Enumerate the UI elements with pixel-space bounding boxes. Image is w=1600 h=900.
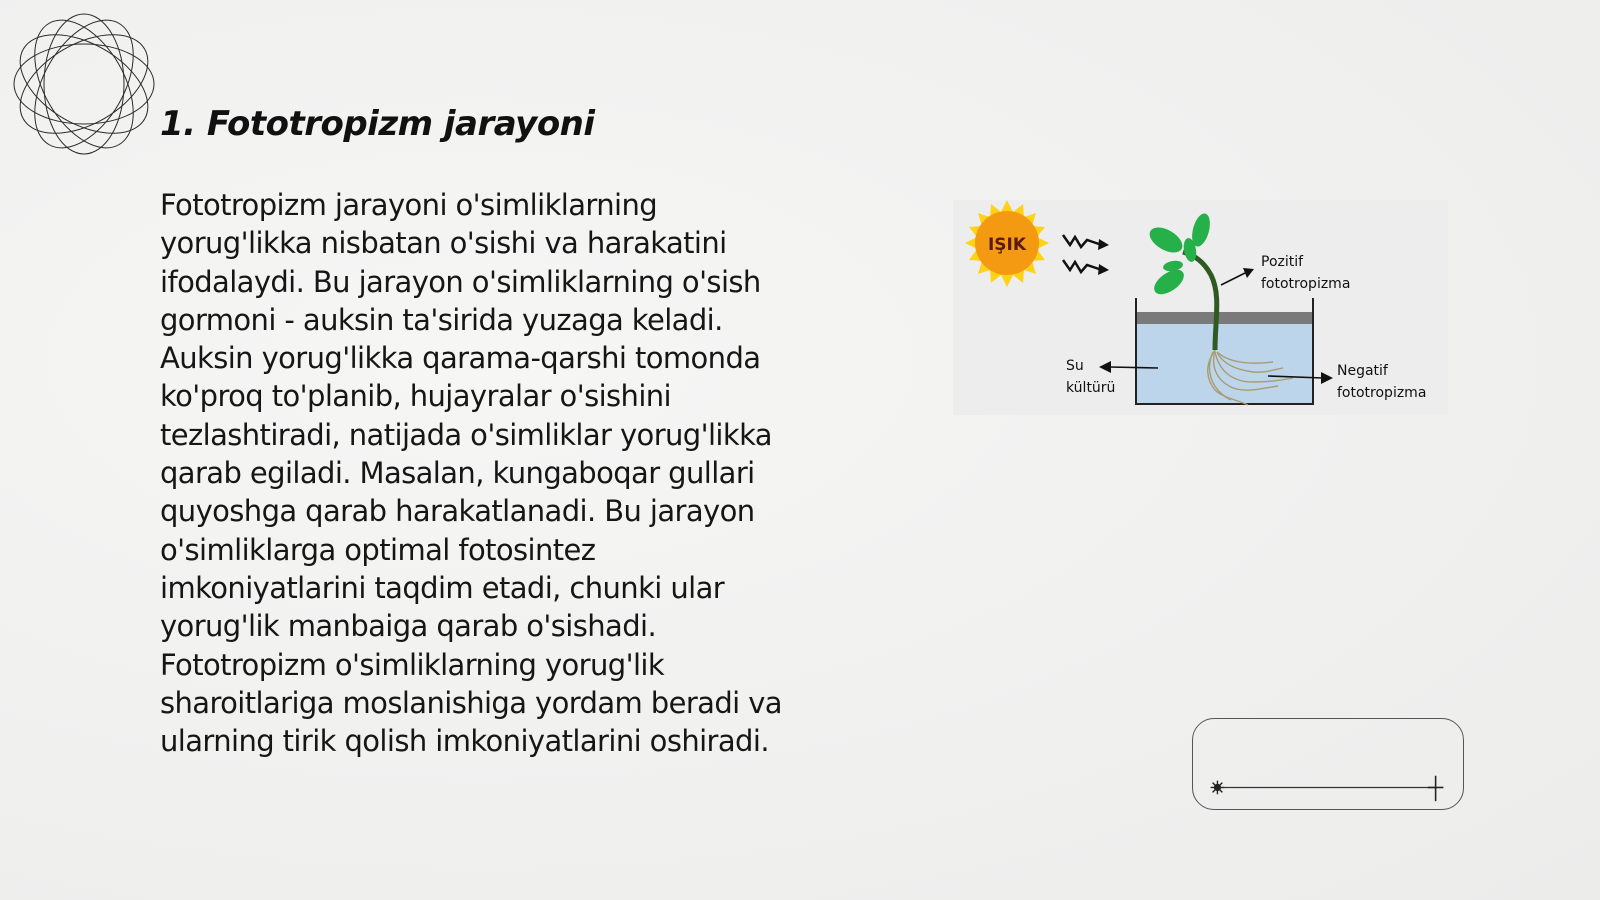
water-container xyxy=(1136,298,1313,404)
paragraph-line: o'simliklarga optimal fotosintez xyxy=(160,532,596,567)
sun-icon xyxy=(965,200,1049,287)
paragraph-line: yorug'lik manbaiga qarab o'sishadi. xyxy=(160,609,657,644)
paragraph-line: sharoitlariga moslanishiga yordam beradi va xyxy=(160,685,782,720)
paragraph-line: Auksin yorug'likka qarama-qarshi tomonda xyxy=(160,341,761,376)
negative-label: Negatif xyxy=(1337,363,1388,379)
paragraph-line: yorug'likka nisbatan o'sishi va harakatini xyxy=(160,226,727,261)
paragraph-line: quyoshga qarab harakatlanadi. Bu jarayon xyxy=(160,494,755,529)
positive-label: Pozitif xyxy=(1261,254,1304,270)
paragraph-line: ko'proq to'planib, hujayralar o'sishini xyxy=(160,379,672,414)
paragraph-line: qarab egiladi. Masalan, kungaboqar gullari xyxy=(160,456,755,491)
paragraph-line: tezlashtiradi, natijada o'simliklar yorug'likka xyxy=(160,417,772,452)
sun-label: IŞIK xyxy=(987,235,1027,255)
paragraph-line: ularning tirik qolish imkoniyatlarini oshiradi. xyxy=(160,724,769,759)
water-label: kültürü xyxy=(1066,380,1116,396)
spirograph-ornament-icon xyxy=(10,10,158,158)
paragraph-line: imkoniyatlarini taqdim etadi, chunki ular xyxy=(160,570,725,605)
positive-arrow-icon xyxy=(1221,268,1254,285)
light-ray-arrows-icon xyxy=(1063,235,1109,275)
timeline-decoration xyxy=(1192,718,1464,810)
negative-label: fototropizma xyxy=(1337,385,1427,401)
slide-title: 1. Fototropizm jarayoni xyxy=(160,104,595,144)
paragraph-line: gormoni - auksin ta'sirida yuzaga keladi. xyxy=(160,302,723,337)
leaves xyxy=(1145,212,1213,300)
paragraph-line: Fototropizm o'simliklarning yorug'lik xyxy=(160,647,665,682)
positive-label: fototropizma xyxy=(1261,276,1351,292)
paragraph-line: Fototropizm jarayoni o'simliklarning xyxy=(160,188,658,222)
water-label: Su xyxy=(1066,358,1084,374)
phototropism-diagram xyxy=(953,200,1448,415)
cross-marker-icon xyxy=(1428,776,1444,801)
slide-paragraph xyxy=(160,186,840,760)
paragraph-line: ifodalaydi. Bu jarayon o'simliklarning o'sish xyxy=(160,264,761,299)
